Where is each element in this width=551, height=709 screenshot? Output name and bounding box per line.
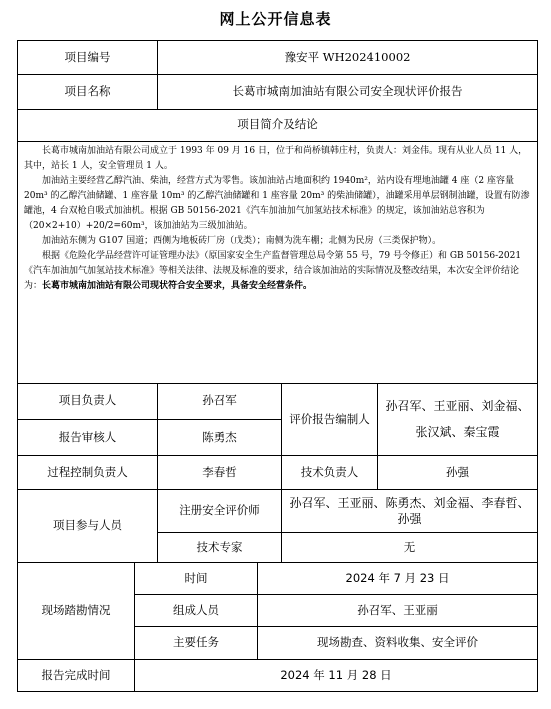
summary-paragraph-text: 根据《危险化学品经营许可证管理办法》（原国家安全生产监督管理总局令第 55 号，79 号令修正）和 GB 50156-2021《汽车加油加气加氢站技术标准》等相关法律、法规及标准的要求，结合该加油站的实际情况及整改结果，本次安全评价结论为： bbox=[24, 250, 522, 291]
leader-label: 项目负责人 bbox=[18, 383, 158, 419]
site-label: 现场踏勘情况 bbox=[18, 562, 135, 659]
process-control-value: 李春哲 bbox=[158, 456, 282, 490]
participants-label: 项目参与人员 bbox=[18, 490, 158, 563]
completion-value: 2024 年 11 月 28 日 bbox=[135, 659, 538, 691]
tech-lead-value: 孙强 bbox=[378, 456, 538, 490]
compilers-label: 评价报告编制人 bbox=[282, 383, 378, 456]
summary-paragraph bbox=[24, 249, 532, 294]
site-time-value: 2024 年 7 月 23 日 bbox=[258, 562, 538, 594]
experts-value: 无 bbox=[282, 532, 538, 562]
site-team-label: 组成人员 bbox=[135, 595, 258, 627]
site-tasks-label: 主要任务 bbox=[135, 627, 258, 659]
summary-paragraph: 加油站主要经营乙醇汽油、柴油，经营方式为零售。该加油站占地面积约 1940m²，站内设有埋地油罐 4 座（2 座容量 20m³ 的乙醇汽油储罐、1 座容量 10m³ 的乙醇汽油储罐和 1 座容量 20m³ 的柴油储罐），油罐采用单层钢制油罐，设置有防渗罐池，4 台双枪自吸式加油机。根据 GB 50156-2021《汽车加油加气加氢站技术标准》的规定，该加油站总容积为（20×2+10）+20/2=60m³，该加油站为三级加油站。 bbox=[24, 175, 530, 231]
page-title: 网上公开信息表 bbox=[219, 10, 332, 28]
summary-paragraph: 加油站东侧为 G107 国道；西侧为地板砖厂房（戊类）；南侧为洗车棚；北侧为民房（三类保护物）。 bbox=[42, 235, 442, 246]
experts-label: 技术专家 bbox=[158, 532, 282, 562]
project-no-label: 项目编号 bbox=[18, 41, 158, 75]
site-time-label: 时间 bbox=[135, 562, 258, 594]
project-no-value: 豫安平 WH202410002 bbox=[158, 41, 538, 75]
assessors-value: 孙召军、王亚丽、陈勇杰、刘金福、李春哲、孙强 bbox=[282, 490, 538, 532]
process-control-label: 过程控制负责人 bbox=[18, 456, 158, 490]
site-team-value: 孙召军、王亚丽 bbox=[258, 595, 538, 627]
project-name-value: 长葛市城南加油站有限公司安全现状评价报告 bbox=[158, 75, 538, 109]
summary-conclusion: 长葛市城南加油站有限公司现状符合安全要求，具备安全经营条件。 bbox=[42, 280, 313, 291]
completion-label: 报告完成时间 bbox=[18, 659, 135, 691]
project-name-label: 项目名称 bbox=[18, 75, 158, 109]
summary-heading: 项目简介及结论 bbox=[18, 109, 538, 141]
tech-lead-label: 技术负责人 bbox=[282, 456, 378, 490]
site-tasks-value: 现场勘查、资料收集、安全评价 bbox=[258, 627, 538, 659]
summary-body bbox=[18, 141, 538, 383]
info-table bbox=[17, 40, 538, 692]
summary-paragraph: 长葛市城南加油站有限公司成立于 1993 年 09 月 16 日，位于和尚桥镇韩庄村，负责人：刘金伟。现有从业人员 11 人，其中，站长 1 人，安全管理员 1 人。 bbox=[24, 145, 528, 171]
auditor-value: 陈勇杰 bbox=[158, 419, 282, 455]
assessors-label: 注册安全评价师 bbox=[158, 490, 282, 532]
leader-value: 孙召军 bbox=[158, 383, 282, 419]
compilers-value: 孙召军、王亚丽、刘金福、张汉斌、秦宝霞 bbox=[378, 383, 538, 456]
auditor-label: 报告审核人 bbox=[18, 419, 158, 455]
